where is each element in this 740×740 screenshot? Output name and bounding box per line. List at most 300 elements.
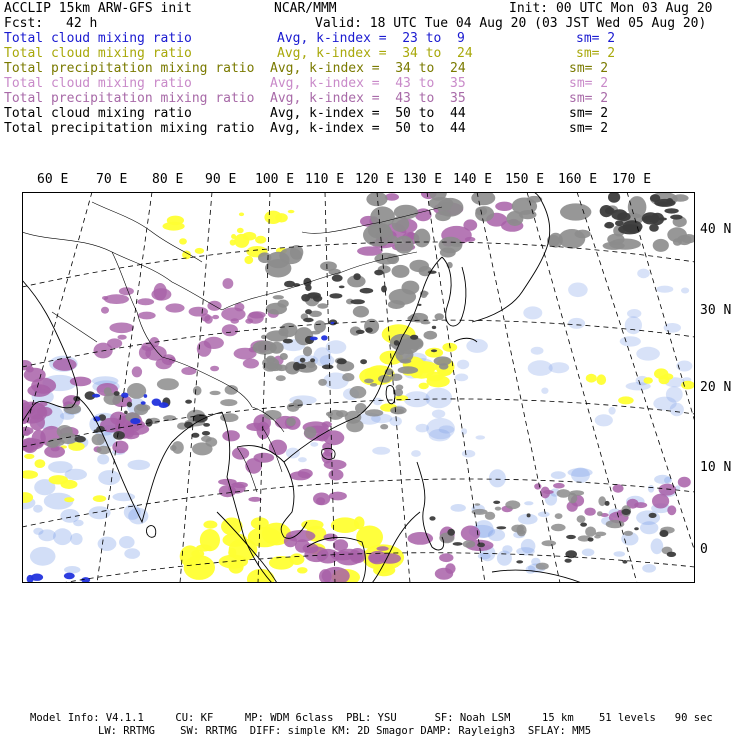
- cloud-purple: [304, 547, 328, 563]
- cloud-yellow: [297, 567, 308, 573]
- cloud-purple: [322, 421, 332, 427]
- cloud-deepblue: [64, 573, 75, 580]
- legend-range: Avg, k-index = 50 to 44: [270, 121, 466, 136]
- cloud-dark: [477, 543, 485, 548]
- cloud-blue: [620, 336, 641, 346]
- cloud-purple: [222, 324, 238, 336]
- model-title: ACCLIP 15km ARW-GFS init: [4, 1, 192, 16]
- cloud-gray: [527, 196, 543, 203]
- cloud-blue: [541, 388, 548, 394]
- cloud-dark: [365, 327, 372, 332]
- cloud-purple: [104, 294, 129, 304]
- cloud-deepblue: [141, 401, 146, 404]
- cloud-blue: [642, 564, 656, 573]
- cloud-purple: [652, 494, 669, 509]
- cloud-dark: [313, 295, 322, 301]
- cloud-gray: [400, 359, 412, 364]
- cloud-blue: [653, 397, 676, 411]
- cloud-blue: [582, 549, 595, 557]
- legend-range: Avg, k-index = 43 to 35: [270, 91, 466, 106]
- cloud-gray: [575, 230, 591, 239]
- cloud-yellow: [234, 234, 249, 248]
- cloud-gray: [136, 404, 150, 411]
- cloud-dark: [185, 400, 192, 404]
- cloud-blue: [637, 269, 650, 279]
- cloud-purple: [329, 469, 344, 480]
- cloud-yellow: [64, 497, 74, 502]
- cloud-blue: [33, 528, 43, 535]
- cloud-gray: [364, 379, 374, 384]
- cloud-blue: [98, 470, 120, 485]
- cloud-yellow: [586, 374, 597, 383]
- cloud-purple: [101, 307, 109, 314]
- cloud-gray: [318, 379, 327, 386]
- cloud-purple: [254, 453, 275, 463]
- legend-smoothing: sm= 2: [569, 91, 609, 106]
- legend-range: Avg, k-index = 50 to 44: [270, 106, 466, 121]
- cloud-gray: [542, 540, 557, 546]
- cloud-yellow: [179, 238, 187, 244]
- cloud-gray: [398, 366, 418, 374]
- cloud-deepblue: [31, 574, 43, 581]
- cloud-deepblue: [121, 393, 128, 398]
- cloud-dark: [565, 559, 572, 563]
- cloud-gray: [672, 194, 688, 202]
- cloud-gray: [210, 391, 221, 395]
- cloud-blue: [625, 316, 642, 334]
- cloud-gray: [597, 511, 603, 516]
- cloud-gray: [287, 403, 299, 412]
- cloud-blue: [451, 504, 466, 512]
- legend-variable: Total cloud mixing ratio: [4, 76, 192, 91]
- cloud-blue: [97, 454, 109, 464]
- cloud-blue: [568, 318, 585, 329]
- cloud-gray: [270, 342, 284, 354]
- cloud-gray: [113, 395, 122, 401]
- cloud-dark: [360, 359, 367, 364]
- cloud-gray: [220, 399, 237, 406]
- cloud-dark: [332, 275, 343, 282]
- cloud-gray: [585, 527, 596, 537]
- cloud-purple: [230, 318, 239, 323]
- cloud-blue: [48, 461, 73, 473]
- cloud-gray: [435, 313, 444, 320]
- cloud-dark: [374, 270, 383, 276]
- cloud-yellow: [237, 228, 244, 233]
- cloud-gray: [286, 417, 296, 426]
- cloud-dark: [664, 208, 678, 213]
- cloud-blue: [636, 510, 660, 525]
- cloud-blue: [320, 355, 335, 366]
- cloud-yellow: [230, 239, 236, 245]
- cloud-dark: [588, 537, 594, 541]
- cloud-dark: [432, 326, 436, 329]
- cloud-blue: [128, 460, 151, 470]
- cloud-gray: [560, 203, 591, 220]
- cloud-blue: [64, 566, 80, 573]
- cloud-gray: [495, 507, 501, 511]
- cloud-gray: [505, 500, 520, 509]
- cloud-purple: [53, 358, 77, 371]
- cloud-blue: [648, 485, 654, 493]
- cloud-yellow: [644, 377, 653, 384]
- latitude-label: 20 N: [700, 380, 732, 395]
- cloud-blue: [526, 566, 536, 574]
- cloud-gray: [392, 265, 410, 278]
- cloud-gray: [104, 387, 112, 395]
- cloud-blue: [30, 547, 56, 566]
- cloud-gray: [506, 211, 523, 226]
- fcst-value: 42 h: [66, 16, 98, 31]
- cloud-gray: [303, 346, 312, 356]
- legend-smoothing: sm= 2: [569, 76, 609, 91]
- cloud-purple: [290, 471, 311, 480]
- cloud-purple: [138, 312, 156, 320]
- cloud-gray: [380, 424, 388, 429]
- cloud-gray: [280, 353, 288, 360]
- cloud-gray: [414, 229, 431, 248]
- cloud-dark: [305, 309, 312, 314]
- legend-smoothing: sm= 2: [569, 61, 609, 76]
- legend-variable: Total precipitation mixing ratio: [4, 91, 255, 106]
- cloud-dark: [351, 299, 365, 304]
- legend-smoothing: sm= 2: [569, 121, 609, 136]
- cloud-blue: [524, 501, 533, 505]
- longitude-label: 90 E: [205, 172, 237, 187]
- cloud-gray: [350, 386, 367, 398]
- cloud-purple: [351, 553, 364, 561]
- cloud-blue: [462, 450, 475, 458]
- cloud-gray: [273, 295, 284, 299]
- cloud-gray: [555, 513, 563, 519]
- cloud-yellow: [195, 248, 204, 254]
- weather-map: [22, 192, 695, 583]
- cloud-gray: [170, 445, 177, 451]
- cloud-yellow: [425, 348, 443, 358]
- cloud-yellow: [180, 545, 201, 567]
- cloud-dark: [300, 358, 306, 363]
- legend-range: Avg, k-index = 43 to 35: [270, 76, 466, 91]
- legend-variable: Total precipitation mixing ratio: [4, 61, 255, 76]
- cloud-purple: [70, 377, 92, 387]
- cloud-dark: [184, 422, 193, 429]
- cloud-purple: [313, 493, 330, 506]
- cloud-yellow: [244, 256, 253, 264]
- cloud-yellow: [49, 475, 68, 484]
- cloud-blue: [523, 306, 542, 319]
- legend-smoothing: sm= 2: [576, 31, 616, 46]
- cloud-gray: [276, 365, 288, 372]
- cloud-yellow: [426, 375, 449, 387]
- cloud-deepblue: [144, 394, 148, 398]
- cloud-purple: [119, 287, 134, 295]
- cloud-blue: [466, 339, 488, 353]
- cloud-purple: [377, 546, 389, 551]
- cloud-purple: [613, 484, 624, 492]
- cloud-dark: [527, 513, 531, 517]
- cloud-purple: [232, 482, 248, 488]
- cloud-purple: [245, 319, 253, 324]
- cloud-yellow: [35, 459, 46, 468]
- cloud-gray: [395, 236, 414, 254]
- cloud-dark: [649, 513, 657, 518]
- cloud-dark: [381, 286, 387, 293]
- cloud-yellow: [203, 521, 217, 529]
- cloud-gray: [127, 383, 146, 399]
- cloud-gray: [551, 524, 566, 531]
- model-info-line2: LW: RRTMG SW: RRTMG DIFF: simple KM: 2D Smagor DAMP: Rayleigh3 SFLAY: MM5: [98, 725, 592, 737]
- cloud-dark: [605, 222, 615, 229]
- longitude-label: 140 E: [453, 172, 493, 187]
- cloud-gray: [317, 303, 328, 308]
- cloud-dark: [608, 192, 620, 203]
- cloud-purple: [329, 492, 347, 501]
- cloud-gray: [609, 239, 641, 250]
- cloud-gray: [463, 540, 476, 548]
- cloud-gray: [570, 490, 585, 496]
- cloud-purple: [112, 441, 128, 454]
- cloud-blue: [489, 469, 506, 487]
- cloud-gray: [304, 427, 316, 439]
- fcst-label: Fcst:: [4, 16, 44, 31]
- cloud-blue: [656, 286, 673, 293]
- cloud-purple: [584, 508, 595, 516]
- cloud-gray: [394, 205, 418, 220]
- longitude-label: 170 E: [612, 172, 652, 187]
- cloud-dark: [146, 419, 153, 427]
- cloud-dark: [566, 535, 576, 539]
- longitude-label: 60 E: [37, 172, 69, 187]
- cloud-blue: [455, 374, 468, 382]
- cloud-blue: [476, 435, 486, 439]
- cloud-purple: [333, 539, 348, 551]
- cloud-deepblue: [310, 337, 318, 341]
- longitude-label: 100 E: [255, 172, 295, 187]
- cloud-yellow: [24, 454, 34, 459]
- latitude-label: 10 N: [700, 460, 732, 475]
- cloud-blue: [298, 457, 307, 462]
- cloud-dark: [283, 339, 293, 344]
- cloud-blue: [286, 448, 300, 459]
- cloud-dark: [202, 431, 210, 436]
- cloud-yellow: [289, 553, 304, 565]
- cloud-dark: [670, 215, 682, 220]
- cloud-purple: [269, 440, 287, 455]
- cloud-blue: [70, 533, 82, 545]
- org-label: NCAR/MMM: [274, 1, 337, 16]
- cloud-yellow: [255, 236, 266, 244]
- cloud-purple: [323, 430, 344, 445]
- cloud-yellow: [288, 210, 295, 213]
- cloud-deepblue: [92, 394, 100, 398]
- cloud-purple: [495, 202, 513, 211]
- cloud-gray: [201, 436, 212, 442]
- cloud-gray: [398, 351, 404, 355]
- cloud-gray: [653, 239, 669, 252]
- cloud-gray: [624, 531, 633, 536]
- cloud-gray: [370, 383, 377, 387]
- cloud-blue: [461, 428, 467, 434]
- cloud-gray: [263, 410, 281, 420]
- cloud-blue: [568, 283, 588, 298]
- cloud-gray: [598, 496, 606, 506]
- cloud-gray: [365, 409, 383, 416]
- cloud-dark: [622, 509, 631, 515]
- cloud-blue: [411, 450, 421, 457]
- longitude-label: 70 E: [96, 172, 128, 187]
- latitude-label: 40 N: [700, 222, 732, 237]
- cloud-gray: [193, 386, 202, 395]
- cloud-yellow: [301, 520, 323, 530]
- cloud-purple: [678, 477, 691, 488]
- cloud-blue: [310, 442, 318, 447]
- cloud-gray: [594, 535, 601, 539]
- cloud-dark: [124, 411, 128, 415]
- cloud-purple: [553, 483, 565, 489]
- cloud-dark: [329, 293, 342, 298]
- cloud-gray: [390, 374, 402, 381]
- cloud-dark: [667, 552, 676, 557]
- cloud-yellow: [229, 538, 258, 561]
- cloud-dark: [113, 431, 125, 440]
- cloud-gray: [472, 509, 488, 515]
- cloud-purple: [408, 532, 434, 545]
- cloud-gray: [163, 415, 176, 421]
- cloud-purple: [243, 359, 259, 369]
- cloud-dark: [75, 436, 86, 443]
- cloud-dark: [615, 220, 624, 226]
- cloud-gray: [363, 224, 393, 247]
- cloud-dark: [580, 523, 587, 527]
- cloud-dark: [410, 335, 418, 340]
- cloud-dark: [305, 284, 311, 291]
- cloud-purple: [534, 483, 541, 489]
- cloud-blue: [549, 362, 570, 373]
- cloud-gray: [394, 389, 403, 397]
- cloud-gray: [511, 525, 524, 533]
- legend-smoothing: sm= 2: [569, 106, 609, 121]
- cloud-blue: [33, 505, 43, 513]
- cloud-blue: [497, 551, 512, 566]
- cloud-gray: [389, 289, 416, 305]
- cloud-blue: [614, 551, 626, 557]
- cloud-gray: [342, 373, 354, 381]
- cloud-dark: [337, 359, 347, 365]
- cloud-purple: [543, 490, 554, 494]
- cloud-dark: [428, 271, 437, 274]
- cloud-gray: [276, 375, 286, 381]
- cloud-blue: [531, 347, 544, 355]
- cloud-dark: [127, 402, 132, 408]
- legend-range: Avg, k-index = 34 to 24: [277, 46, 473, 61]
- cloud-dark: [634, 527, 639, 530]
- cloud-dark: [605, 501, 610, 506]
- cloud-blue: [681, 288, 689, 294]
- cloud-blue: [538, 512, 550, 518]
- cloud-dark: [310, 358, 315, 362]
- cloud-blue: [53, 528, 72, 545]
- cloud-gray: [577, 515, 586, 523]
- longitude-label: 120 E: [355, 172, 395, 187]
- cloud-dark: [654, 199, 675, 207]
- cloud-purple: [223, 278, 234, 289]
- latitude-label: 30 N: [700, 303, 732, 318]
- cloud-purple: [189, 307, 208, 317]
- cloud-purple: [232, 447, 249, 459]
- cloud-gray: [409, 260, 429, 272]
- legend-variable: Total cloud mixing ratio: [4, 46, 192, 61]
- cloud-blue: [516, 547, 535, 555]
- cloud-yellow: [275, 213, 288, 222]
- legend-range: Avg, k-index = 34 to 24: [270, 61, 466, 76]
- cloud-purple: [324, 460, 347, 470]
- cloud-blue: [124, 548, 140, 559]
- longitude-label: 130 E: [403, 172, 443, 187]
- cloud-dark: [394, 340, 399, 346]
- cloud-blue: [457, 360, 469, 370]
- cloud-yellow: [239, 213, 244, 217]
- cloud-purple: [219, 485, 236, 497]
- cloud-blue: [654, 475, 671, 484]
- cloud-yellow: [163, 222, 185, 231]
- cloud-dark: [322, 365, 334, 370]
- cloud-dark: [360, 288, 374, 294]
- cloud-dark: [617, 212, 630, 221]
- cloud-gray: [265, 259, 291, 277]
- cloud-deepblue: [158, 402, 168, 408]
- cloud-dark: [339, 286, 345, 289]
- cloud-purple: [118, 335, 127, 340]
- cloud-blue: [429, 429, 451, 441]
- cloud-purple: [634, 502, 647, 508]
- cloud-blue: [372, 447, 390, 455]
- longitude-label: 150 E: [505, 172, 545, 187]
- cloud-gray: [536, 563, 549, 570]
- cloud-purple: [181, 367, 196, 375]
- cloud-blue: [609, 407, 616, 415]
- cloud-dark: [301, 294, 310, 302]
- cloud-yellow: [93, 495, 106, 502]
- cloud-gray: [439, 363, 449, 369]
- cloud-gray: [424, 331, 438, 340]
- cloud-dark: [114, 391, 120, 396]
- cloud-purple: [439, 553, 453, 562]
- cloud-dark: [418, 304, 422, 306]
- cloud-deepblue: [321, 335, 328, 340]
- cloud-dark: [516, 560, 523, 563]
- cloud-gray: [474, 503, 480, 505]
- cloud-gray: [157, 378, 179, 390]
- cloud-blue: [98, 537, 117, 551]
- cloud-purple: [667, 505, 676, 515]
- legend-variable: Total precipitation mixing ratio: [4, 121, 255, 136]
- cloud-yellow: [618, 396, 634, 404]
- cloud-blue: [595, 414, 613, 426]
- cloud-dark: [303, 318, 314, 322]
- cloud-gray: [606, 520, 625, 528]
- cloud-yellow: [654, 368, 668, 379]
- longitude-label: 110 E: [305, 172, 345, 187]
- cloud-gray: [439, 237, 463, 253]
- cloud-dark: [447, 529, 455, 536]
- cloud-yellow: [597, 374, 607, 385]
- cloud-purple: [222, 430, 240, 441]
- cloud-dark: [297, 364, 306, 369]
- cloud-blue: [551, 471, 566, 479]
- cloud-dark: [191, 433, 199, 438]
- legend-variable: Total cloud mixing ratio: [4, 31, 192, 46]
- cloud-gray: [549, 233, 563, 248]
